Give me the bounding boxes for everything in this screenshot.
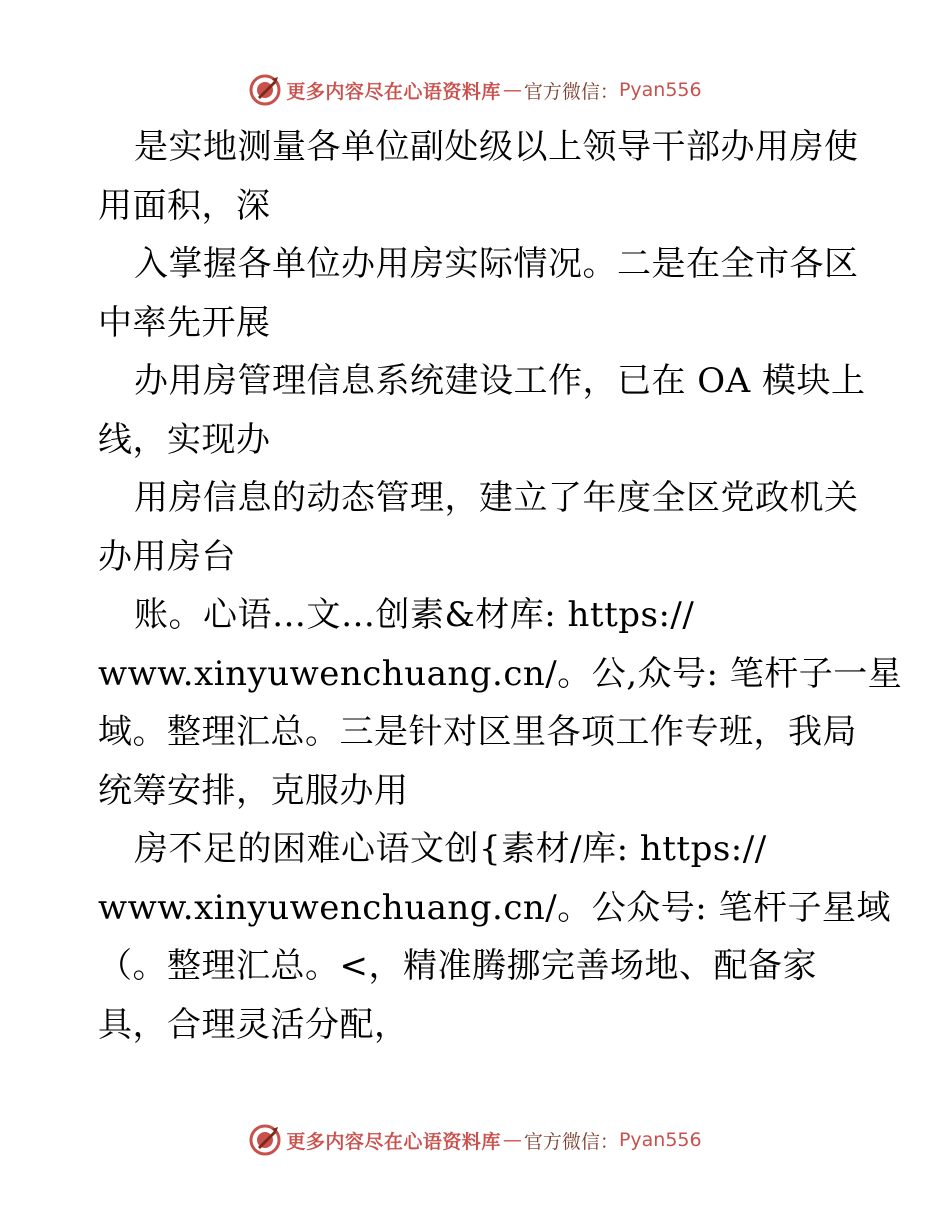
text-line: 入掌握各单位办用房实际情况。二是在全市各区	[134, 244, 859, 284]
text-line: 房不足的困难心语文创{素材/库: https://	[134, 829, 767, 869]
document-body	[98, 118, 903, 1054]
red-brush-logo-icon	[248, 1123, 282, 1157]
watermark-text: 更多内容尽在心语资料库	[286, 1130, 501, 1153]
text-line: 中率先开展	[98, 302, 271, 343]
text-line: （。整理汇总。<，精准腾挪完善场地、配备家	[98, 946, 817, 986]
text-line: 办用房管理信息系统建设工作，已在 OA 模块上	[134, 361, 866, 401]
text-line: 域。整理汇总。三是针对区里各项工作专班，我局	[98, 712, 857, 752]
text-line: 具，合理灵活分配，	[98, 1004, 409, 1045]
header-watermark	[0, 70, 950, 110]
text-line: 用面积，深	[98, 185, 271, 226]
red-brush-logo-icon	[248, 73, 282, 107]
text-line: 线，实现办	[98, 419, 271, 460]
watermark-text: 更多内容尽在心语资料库	[286, 80, 501, 103]
text-line: www.xinyuwenchuang.cn/。公,众号: 笔杆子一星	[98, 653, 903, 694]
watermark-dash: —	[502, 79, 522, 101]
text-line: www.xinyuwenchuang.cn/。公众号: 笔杆子星域	[98, 887, 891, 928]
watermark-label: 官方微信：	[523, 80, 619, 103]
watermark-dash: —	[502, 1129, 522, 1151]
text-line: 账。心语…文…创素&材库: https://	[134, 595, 695, 635]
text-line: 办用房台	[98, 536, 236, 577]
watermark-id: Pyan556	[618, 1129, 702, 1151]
watermark-label: 官方微信：	[523, 1130, 619, 1153]
footer-watermark	[0, 1120, 950, 1160]
watermark-id: Pyan556	[618, 79, 702, 101]
text-line: 是实地测量各单位副处级以上领导干部办用房使	[134, 127, 859, 167]
text-line: 用房信息的动态管理，建立了年度全区党政机关	[134, 478, 859, 518]
text-line: 统筹安排，克服办用	[98, 770, 409, 811]
